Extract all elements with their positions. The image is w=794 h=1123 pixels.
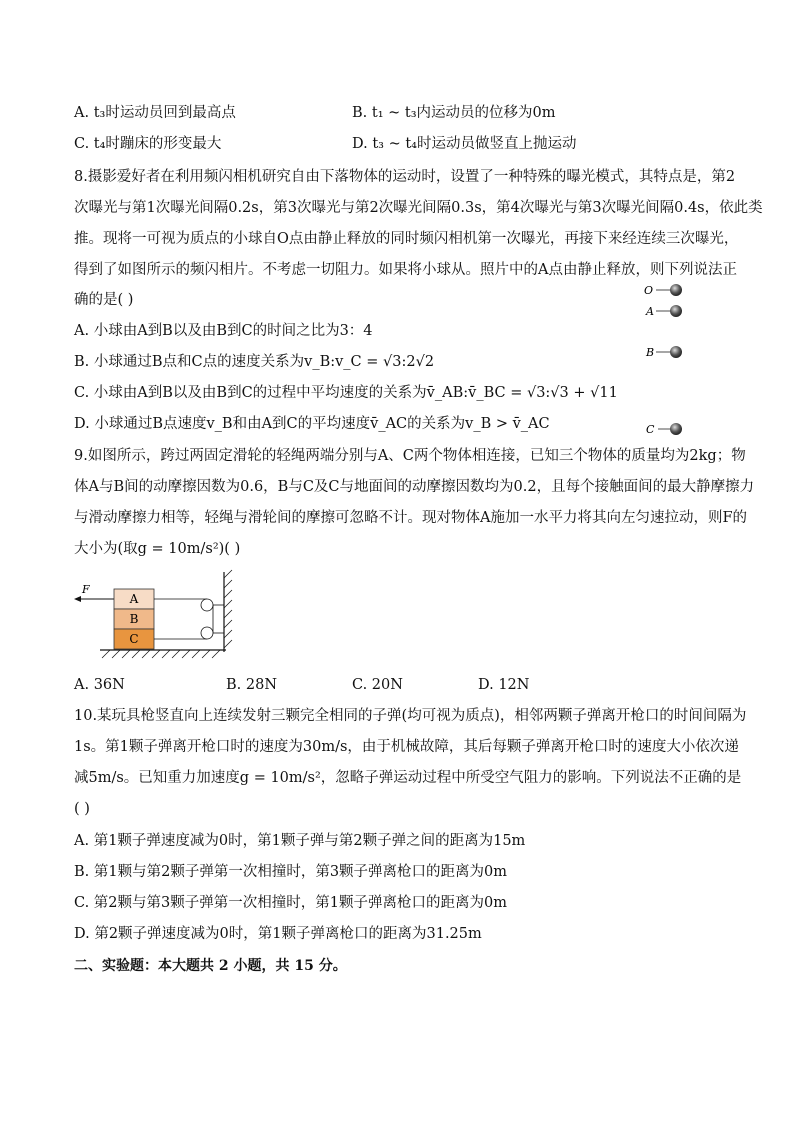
q9-blocks-figure <box>70 568 240 664</box>
q9-stem-line-4: 大小为(取g = 10m/s²)( ) <box>74 541 241 557</box>
lower-pulley <box>201 627 213 639</box>
q8-stem-line-1: 8.摄影爱好者在利用频闪相机研究自由下落物体的运动时，设置了一种特殊的曝光模式，其特点是，第2 <box>74 169 736 185</box>
q8-option-c: C. 小球由A到B以及由B到C的过程中平均速度的关系为v̄_AB:v̄_BC = √3:√3 + √11 <box>74 385 618 401</box>
q8-stem-line-2: 次曝光与第1次曝光间隔0.2s，第3次曝光与第2次曝光间隔0.3s，第4次曝光与第3次曝光间隔0.4s，依此类 <box>74 200 763 216</box>
q8-strobe-figure <box>636 280 696 440</box>
q9-option-b: B. 28N <box>226 677 278 693</box>
q8-stem-line-3: 推。现将一可视为质点的小球自O点由静止释放的同时频闪相机第一次曝光，再接下来经连续三次曝光， <box>74 231 739 247</box>
q10-option-d: D. 第2颗子弹速度减为0时，第1颗子弹离枪口的距离为31.25m <box>74 926 482 942</box>
point-label-o: O <box>644 284 654 297</box>
q9-stem-line-3: 与滑动摩擦力相等，轻绳与滑轮间的摩擦可忽略不计。现对物体A施加一水平力将其向左匀速拉动，则F的 <box>74 510 748 526</box>
q8-stem-line-5: 确的是( ) <box>74 292 134 308</box>
section-heading-experiments: 二、实验题：本大题共 2 小题，共 15 分。 <box>74 958 347 974</box>
q10-stem-line-4: ( ) <box>74 801 90 817</box>
q8-option-a: A. 小球由A到B以及由B到C的时间之比为3：4 <box>74 323 373 339</box>
q10-stem-line-2: 1s。第1颗子弹离开枪口时的速度为30m/s，由于机械故障，其后每颗子弹离开枪口时的速度大小依次递 <box>74 739 739 755</box>
q10-option-c: C. 第2颗与第3颗子弹第一次相撞时，第1颗子弹离枪口的距离为0m <box>74 895 507 911</box>
q7-option-b: B. t₁ ~ t₃内运动员的位移为0m <box>352 105 556 121</box>
block-label-b: B <box>129 612 139 626</box>
point-label-b: B <box>646 346 655 359</box>
q7-option-a: A. t₃时运动员回到最高点 <box>74 105 236 121</box>
ball-o <box>670 284 682 296</box>
point-label-a: A <box>646 305 654 318</box>
ball-b <box>670 346 682 358</box>
q9-option-c: C. 20N <box>352 677 403 693</box>
q10-stem-line-1: 10.某玩具枪竖直向上连续发射三颗完全相同的子弹(均可视为质点)，相邻两颗子弹离开枪口的时间间隔为 <box>74 708 747 724</box>
q10-option-a: A. 第1颗子弹速度减为0时，第1颗子弹与第2颗子弹之间的距离为15m <box>74 833 526 849</box>
ball-a <box>670 305 682 317</box>
q9-stem-line-2: 体A与B间的动摩擦因数为0.6，B与C及C与地面间的动摩擦因数均为0.2，且每个接触面间的最大静摩擦力 <box>74 479 755 495</box>
q9-stem-line-1: 9.如图所示，跨过两固定滑轮的轻绳两端分别与A、C两个物体相连接，已知三个物体的质量均为2kg；物 <box>74 448 746 464</box>
block-label-c: C <box>129 632 139 646</box>
q8-option-b: B. 小球通过B点和C点的速度关系为v_B:v_C = √3:2√2 <box>74 354 435 370</box>
q9-option-d: D. 12N <box>478 677 530 693</box>
q8-option-d: D. 小球通过B点速度v_B和由A到C的平均速度v̄_AC的关系为v_B > v̄_AC <box>74 416 550 432</box>
q10-stem-line-3: 减5m/s。已知重力加速度g = 10m/s²，忽略子弹运动过程中所受空气阻力的影响。下列说法不正确的是 <box>74 770 742 786</box>
ball-c <box>670 423 682 435</box>
force-label: F <box>82 583 90 596</box>
q7-option-d: D. t₃ ~ t₄时运动员做竖直上抛运动 <box>352 136 577 152</box>
block-label-a: A <box>129 592 139 606</box>
q8-stem-line-4: 得到了如图所示的频闪相片。不考虑一切阻力。如果将小球从。照片中的A点由静止释放，则下列说法正 <box>74 262 737 278</box>
point-label-c: C <box>646 423 655 436</box>
q10-option-b: B. 第1颗与第2颗子弹第一次相撞时，第3颗子弹离枪口的距离为0m <box>74 864 508 880</box>
q9-option-a: A. 36N <box>74 677 125 693</box>
upper-pulley <box>201 599 213 611</box>
q7-option-c: C. t₄时蹦床的形变最大 <box>74 136 222 152</box>
